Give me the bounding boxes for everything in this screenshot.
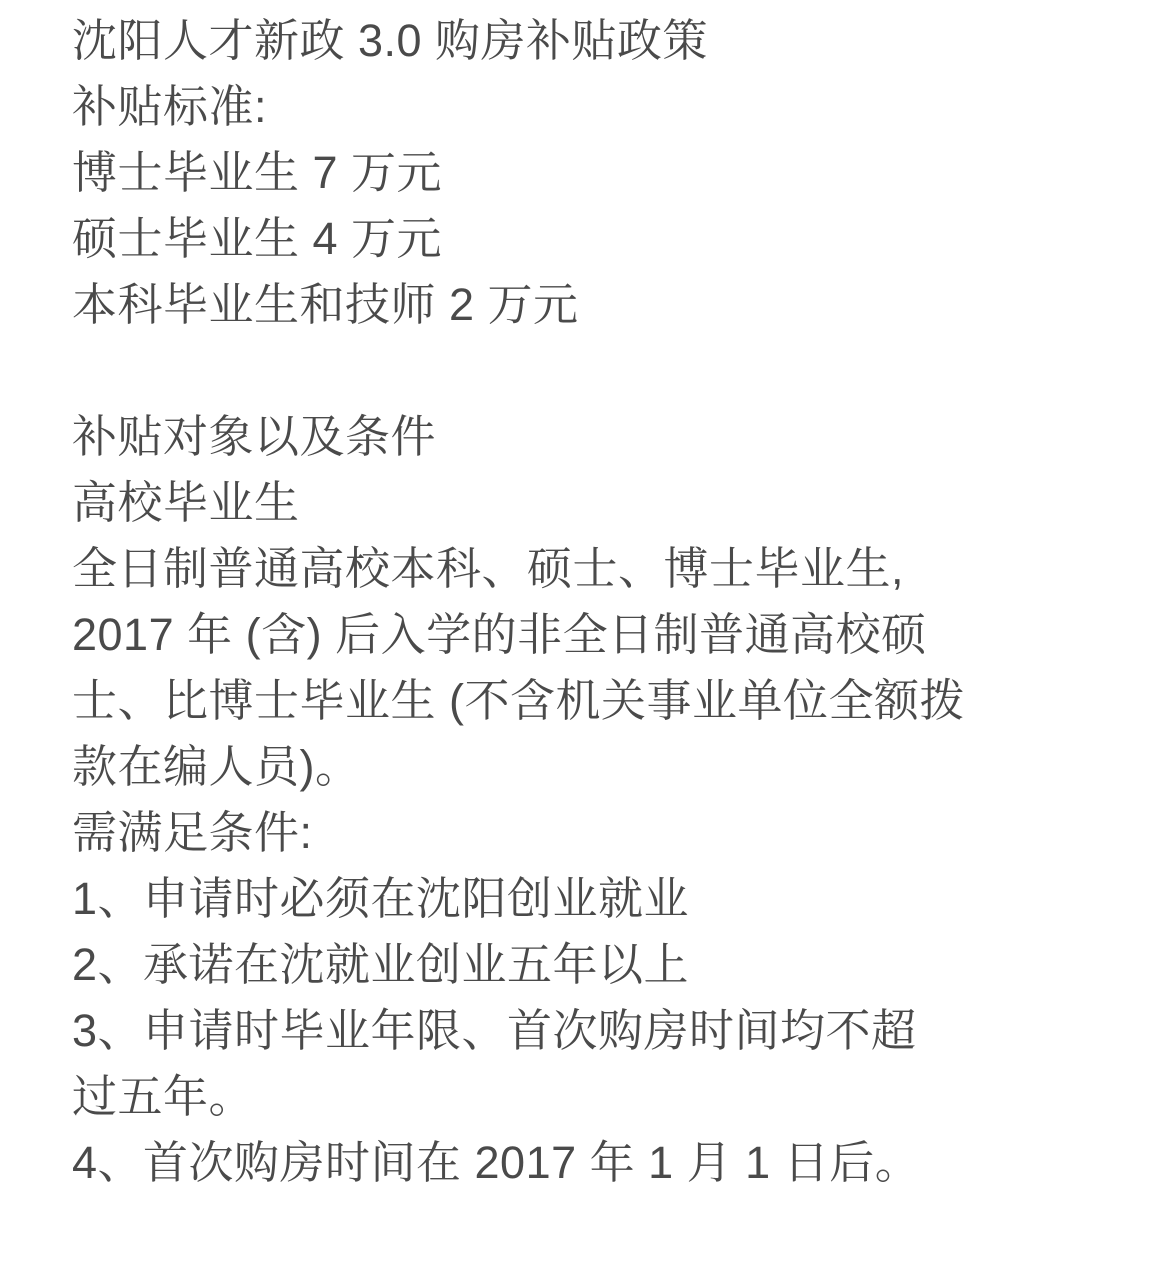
document-line-spacer — [72, 338, 1080, 404]
document-line-condition-1: 1、申请时必须在沈阳创业就业 — [72, 873, 690, 924]
document-line-eligibility-detail-1: 全日制普通高校本科、硕士、博士毕业生, — [72, 543, 905, 594]
document-text-body — [72, 8, 1080, 1196]
document-line-bachelor-technician-amount: 本科毕业生和技师 2 万元 — [72, 279, 579, 330]
document-line-title: 沈阳人才新政 3.0 购房补贴政策 — [72, 15, 709, 66]
document-line-eligibility-detail-2: 2017 年 (含) 后入学的非全日制普通高校硕 — [72, 609, 927, 660]
document-line-condition-4: 4、首次购房时间在 2017 年 1 月 1 日后。 — [72, 1137, 921, 1188]
document-line-graduates-group: 高校毕业生 — [72, 477, 300, 528]
document-line-condition-2: 2、承诺在沈就业创业五年以上 — [72, 939, 690, 990]
document-line-subsidy-standard-heading: 补贴标准: — [72, 81, 268, 132]
document-line-phd-amount: 博士毕业生 7 万元 — [72, 147, 443, 198]
document-line-master-amount: 硕士毕业生 4 万元 — [72, 213, 443, 264]
document-line-condition-3b: 过五年。 — [72, 1071, 255, 1122]
document-line-eligibility-detail-3: 士、比博士毕业生 (不含机关事业单位全额拨 — [72, 675, 965, 726]
document-line-conditions-heading: 需满足条件: — [72, 807, 313, 858]
document-line-condition-3a: 3、申请时毕业年限、首次购房时间均不超 — [72, 1005, 917, 1056]
document-line-eligibility-detail-4: 款在编人员)。 — [72, 741, 361, 792]
document-line-eligibility-heading: 补贴对象以及条件 — [72, 411, 437, 462]
